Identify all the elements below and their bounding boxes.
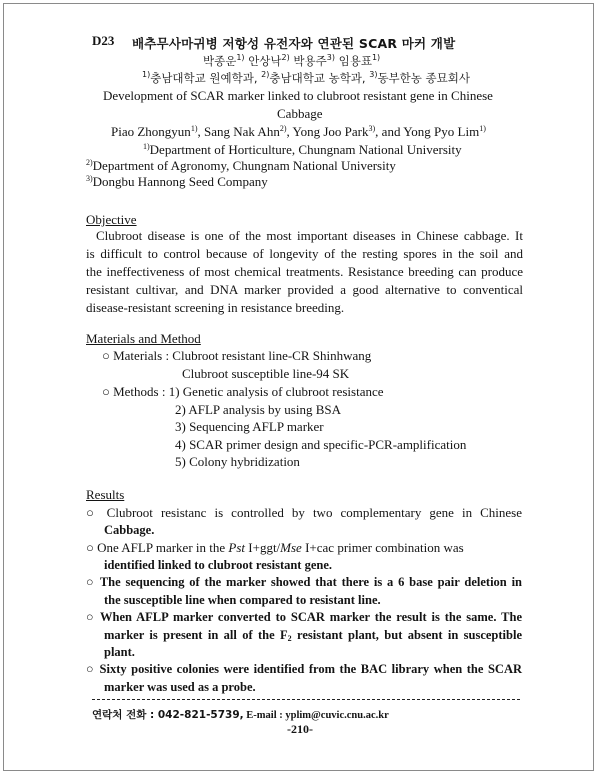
affiliation-3: $^{3)}$Dongbu Hannong Seed Company	[86, 174, 268, 189]
objective-heading: Objective	[86, 212, 137, 227]
methods-item: 4) SCAR primer design and specific-PCR-amplification	[175, 437, 467, 452]
result-2-line1: ○ One AFLP marker in the Pst I+ggt/Mse I+cac primer combination was	[86, 540, 464, 555]
result-5-line2: marker was used as a probe.	[104, 680, 256, 694]
result-5-line1: ○ Sixty positive colonies were identified from the BAC library when the SCAR	[86, 662, 522, 676]
korean-authors: 박종운$^{1)}$ 안상낙$^{2)}$ 박용주$^{3)}$ 임용표$^{1)}$	[203, 53, 381, 68]
materials-line2: Clubroot susceptible line-94 SK	[182, 366, 350, 381]
result-4-line3: plant.	[104, 645, 135, 659]
methods-item: 2) AFLP analysis by using BSA	[175, 402, 342, 417]
abstract-code: D23	[92, 33, 115, 48]
result-3-line1: ○ The sequencing of the marker showed that there is a 6 base pair deletion in	[86, 575, 522, 589]
objective-line: is difficult to control because of longevity of the resting spores in the soil and	[86, 246, 523, 261]
objective-line: resistant cultivar, and DNA marker provided a good alternative to conventical	[86, 282, 523, 297]
objective-line: Clubroot disease is one of the most important diseases in Chinese cabbage. It	[96, 228, 523, 243]
methods-item: 3) Sequencing AFLP marker	[175, 419, 324, 434]
objective-line: disease-resistant screening in resistance breeding.	[86, 300, 345, 315]
contact-info: 연락처 전화 : 042-821-5739, E-mail : yplim@cuvic.cnu.ac.kr	[92, 709, 389, 721]
english-title-line1: Development of SCAR marker linked to clubroot resistant gene in Chinese	[103, 88, 493, 103]
methods-item: 5) Colony hybridization	[175, 454, 300, 469]
results-heading: Results	[86, 487, 125, 502]
english-title-line2: Cabbage	[277, 106, 323, 121]
result-2-line2: identified linked to clubroot resistant gene.	[104, 558, 333, 572]
page-number: -210-	[287, 722, 313, 736]
result-4-line2: marker is present in all of the $F_2$ resistant plant, but absent in susceptible	[104, 628, 522, 643]
result-1-line2: Cabbage.	[104, 523, 155, 537]
materials-heading: Materials and Method	[86, 331, 201, 346]
result-4-line1: ○ When AFLP marker converted to SCAR marker the result is the same. The	[86, 610, 522, 624]
materials-line1: ○ Materials : Clubroot resistant line-CR Shinhwang	[102, 348, 372, 363]
result-1-line1: ○ Clubroot resistanc is controlled by two complementary gene in Chinese	[86, 505, 522, 520]
methods-line1: ○ Methods : 1) Genetic analysis of clubroot resistance	[102, 384, 384, 399]
dashed-divider	[92, 699, 520, 700]
english-authors: Piao Zhongyun$^{1)}$, Sang Nak Ahn$^{2)}$, Yong Joo Park$^{3)}$, and Yong Pyo Lim$^{1)}$	[111, 124, 486, 139]
objective-line: the ineffectiveness of most chemical treatments. Resistance breeding can produce	[86, 264, 523, 279]
korean-affiliations: $^{1)}$충남대학교 원예학과, $^{2)}$충남대학교 농학과, $^{3)}$동부한농 종묘회사	[142, 70, 470, 85]
affiliation-1: $^{1)}$Department of Horticulture, Chungnam National University	[143, 142, 462, 157]
affiliation-2: $^{2)}$Department of Agronomy, Chungnam National University	[86, 158, 396, 173]
result-3-line2: the susceptible line when compared to resistant line.	[104, 593, 381, 607]
korean-title: 배추무사마귀병 저항성 유전자와 연관된 SCAR 마커 개발	[132, 36, 456, 51]
